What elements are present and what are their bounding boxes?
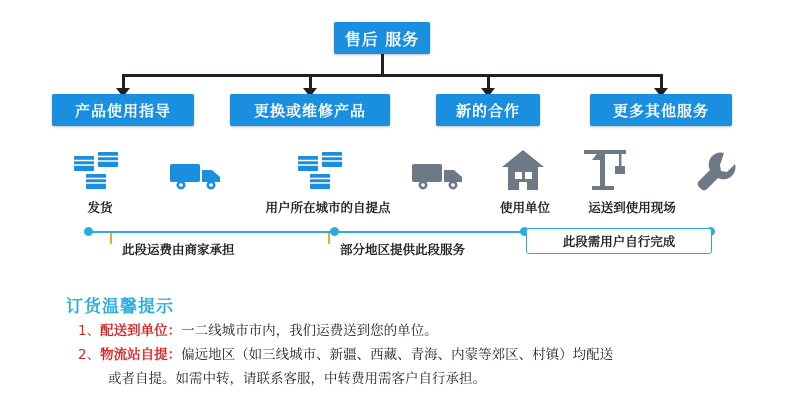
chart-branch-label-3: 新的合作 — [455, 101, 520, 120]
boxes-icon — [296, 150, 352, 196]
chart-branch-node-3 — [436, 94, 540, 126]
chart-branch-label-4: 更多其他服务 — [612, 101, 709, 120]
note-value-2-cont: 或者自提。如需中转，请联系客服，中转费用需客户自行承担。 — [108, 371, 486, 387]
truck-icon — [168, 158, 228, 196]
boxes-icon — [72, 150, 128, 196]
timeline-dot — [84, 227, 93, 236]
chart-root-label: 售后 服务 — [344, 29, 420, 49]
crane-icon — [578, 146, 638, 196]
chart-branch-label-2: 更换或维修产品 — [253, 101, 366, 120]
chart-branch-node-4 — [590, 94, 732, 126]
notes-title: 订货温馨提示 — [66, 297, 174, 317]
timeline-dot — [330, 227, 339, 236]
chart-branch-node-1 — [52, 94, 194, 126]
chart-branch-label-1: 产品使用指导 — [74, 101, 171, 120]
note-value-2: 偏远地区（如三线城市、新疆、西藏、青海、内蒙等郊区、村镇）均配送 — [181, 347, 614, 363]
timeline-tick — [328, 233, 330, 244]
note-item-2 — [78, 344, 613, 366]
flow-caption-5: 运送到使用现场 — [588, 200, 676, 215]
chart-root-node — [334, 22, 430, 54]
note-number-2: 2、 — [78, 347, 101, 363]
wrench-icon — [694, 150, 738, 198]
note-key-2: 物流站自提： — [100, 347, 182, 363]
truck-icon — [410, 158, 470, 196]
timeline-tick — [110, 233, 112, 244]
flow-caption-2: 用户所在城市的自提点 — [265, 200, 391, 215]
timeline-segment-label-3: 此段需用户自行完成 — [526, 228, 712, 254]
timeline-segment-label-1: 此段运费由商家承担 — [122, 242, 235, 257]
note-value-1: 一二线城市市内，我们运费送到您的单位。 — [181, 323, 438, 339]
house-icon — [500, 148, 546, 196]
flow-caption-4: 使用单位 — [499, 200, 550, 215]
connector-horizontal-bus — [122, 74, 662, 77]
timeline-segment-label-2: 部分地区提供此段服务 — [340, 242, 466, 257]
flow-caption-0: 发货 — [87, 200, 113, 215]
note-number-1: 1、 — [78, 323, 101, 339]
note-key-1: 配送到单位： — [100, 323, 182, 339]
chart-branch-node-2 — [230, 94, 390, 126]
note-item-2-cont — [108, 368, 486, 390]
connector-root-vertical — [381, 54, 384, 74]
note-item-1 — [78, 320, 438, 342]
